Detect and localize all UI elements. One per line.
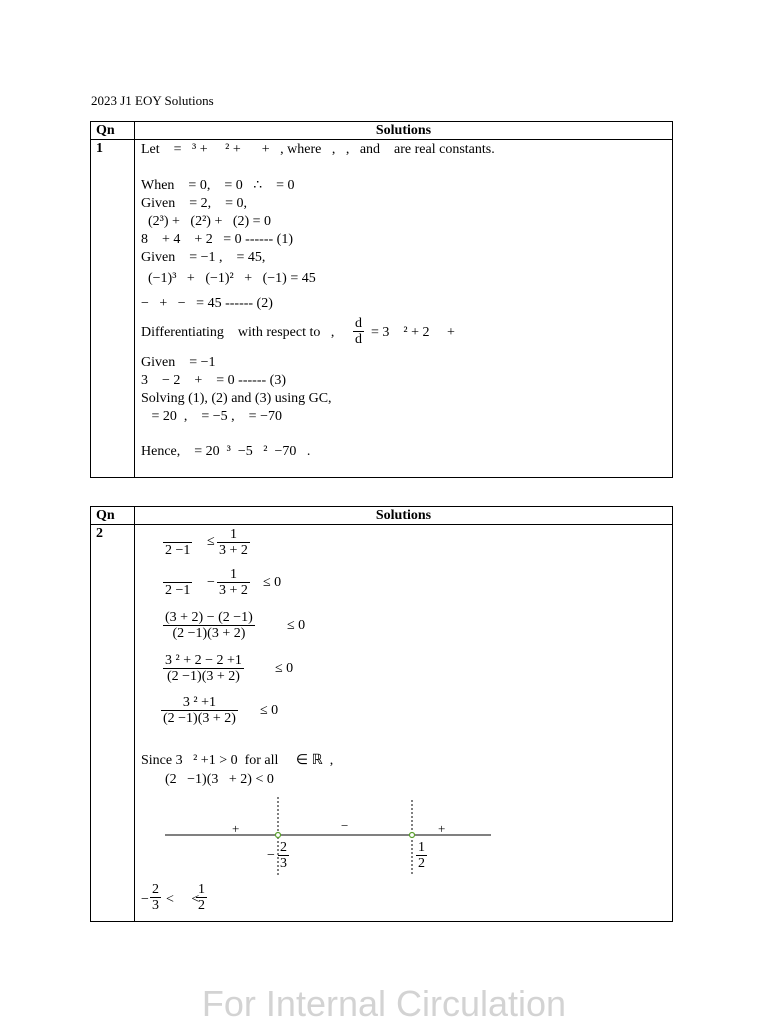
solution-line: Given = −1 xyxy=(141,355,216,370)
solution-line: Solving (1), (2) and (3) using GC, xyxy=(141,391,332,406)
fraction-denominator: (2 −1)(3 + 2) xyxy=(166,669,240,684)
relation: ≤ xyxy=(207,534,215,549)
solutions-header: Solutions xyxy=(135,507,673,525)
document-title: 2023 J1 EOY Solutions xyxy=(91,93,214,108)
fraction-numerator: d xyxy=(355,316,362,331)
solution-line: 3 − 2 + = 0 ------ (3) xyxy=(141,373,286,388)
fraction-numerator: 3 ² + 2 − 2 +1 xyxy=(165,653,242,668)
critical-value-minus: − xyxy=(267,848,275,863)
fraction-numerator: (3 + 2) − (2 −1) xyxy=(165,610,253,625)
fraction-denominator: 2 xyxy=(198,898,205,913)
solution-cell xyxy=(135,525,673,922)
solution-line: Given = −1 , = 45, xyxy=(141,250,266,265)
fraction-denominator: 2 −1 xyxy=(165,543,191,558)
fraction-denominator: 3 xyxy=(152,898,159,913)
solutions-header: Solutions xyxy=(135,122,673,140)
question-2-table xyxy=(90,506,673,922)
fraction-numerator: 2 xyxy=(152,882,159,897)
fraction-denominator: (2 −1)(3 + 2) xyxy=(172,626,246,641)
answer-minus: − xyxy=(141,892,149,907)
relation: ≤ 0 xyxy=(275,661,294,676)
since-statement: Since 3 ² +1 > 0 for all ∈ ℝ , xyxy=(141,753,334,768)
fraction-numerator: 3 ² +1 xyxy=(161,695,238,711)
answer-inequality: < < xyxy=(166,892,200,907)
solution-line: Let = ³ + ² + + , where , , and are real constants. xyxy=(141,142,495,157)
solution-line: 8 + 4 + 2 = 0 ------ (1) xyxy=(141,232,293,247)
fraction-denominator: 2 −1 xyxy=(165,583,191,598)
fraction-numerator: 1 xyxy=(418,840,425,855)
solution-line: When = 0, = 0 ∴ = 0 xyxy=(141,178,295,193)
relation: ≤ 0 xyxy=(260,703,279,718)
sign-left: + xyxy=(232,821,240,836)
solution-line: Differentiating with respect to , xyxy=(141,325,335,340)
product-inequality: (2 −1)(3 + 2) < 0 xyxy=(165,772,274,787)
question-1-table xyxy=(90,121,673,478)
fraction-denominator: d xyxy=(355,332,362,347)
relation: ≤ 0 xyxy=(287,618,306,633)
answer-left-fraction xyxy=(150,882,161,913)
minus-sign: − xyxy=(207,575,215,590)
solution-line: = 3 ² + 2 + xyxy=(371,325,455,340)
relation: ≤ 0 xyxy=(263,575,282,590)
fraction-numerator: 1 xyxy=(217,527,250,543)
critical-value-left xyxy=(278,840,289,871)
question-number: 2 xyxy=(91,525,135,922)
solution-cell xyxy=(135,140,673,478)
number-line xyxy=(135,525,675,920)
solution-line: Given = 2, = 0, xyxy=(141,196,248,211)
solution-line: (2³) + (2²) + (2) = 0 xyxy=(141,214,272,229)
solution-line: − + − = 45 ------ (2) xyxy=(141,296,273,311)
derivative-fraction xyxy=(353,316,364,347)
fraction-denominator: 3 + 2 xyxy=(219,583,248,598)
critical-value-right xyxy=(416,840,427,871)
solution-line: Hence, = 20 ³ −5 ² −70 . xyxy=(141,444,311,459)
fraction-numerator: 1 xyxy=(198,882,205,897)
fraction-denominator: 3 + 2 xyxy=(219,543,248,558)
critical-point-right xyxy=(410,833,415,838)
fraction-denominator: 3 xyxy=(280,856,287,871)
fraction-numerator: 1 xyxy=(217,567,250,583)
sign-middle: − xyxy=(341,818,349,833)
fraction-denominator: (2 −1)(3 + 2) xyxy=(163,711,236,726)
fraction-numerator: 2 xyxy=(280,840,287,855)
qn-header: Qn xyxy=(91,507,135,525)
footer-watermark: For Internal Circulation xyxy=(201,983,567,1024)
solution-line: (−1)³ + (−1)² + (−1) = 45 xyxy=(141,271,316,286)
answer-right-fraction xyxy=(196,882,207,913)
question-number: 1 xyxy=(91,140,135,478)
qn-header: Qn xyxy=(91,122,135,140)
fraction-denominator: 2 xyxy=(418,856,425,871)
solution-line: = 20 , = −5 , = −70 xyxy=(141,409,282,424)
critical-point-left xyxy=(276,833,281,838)
sign-right: + xyxy=(438,821,446,836)
